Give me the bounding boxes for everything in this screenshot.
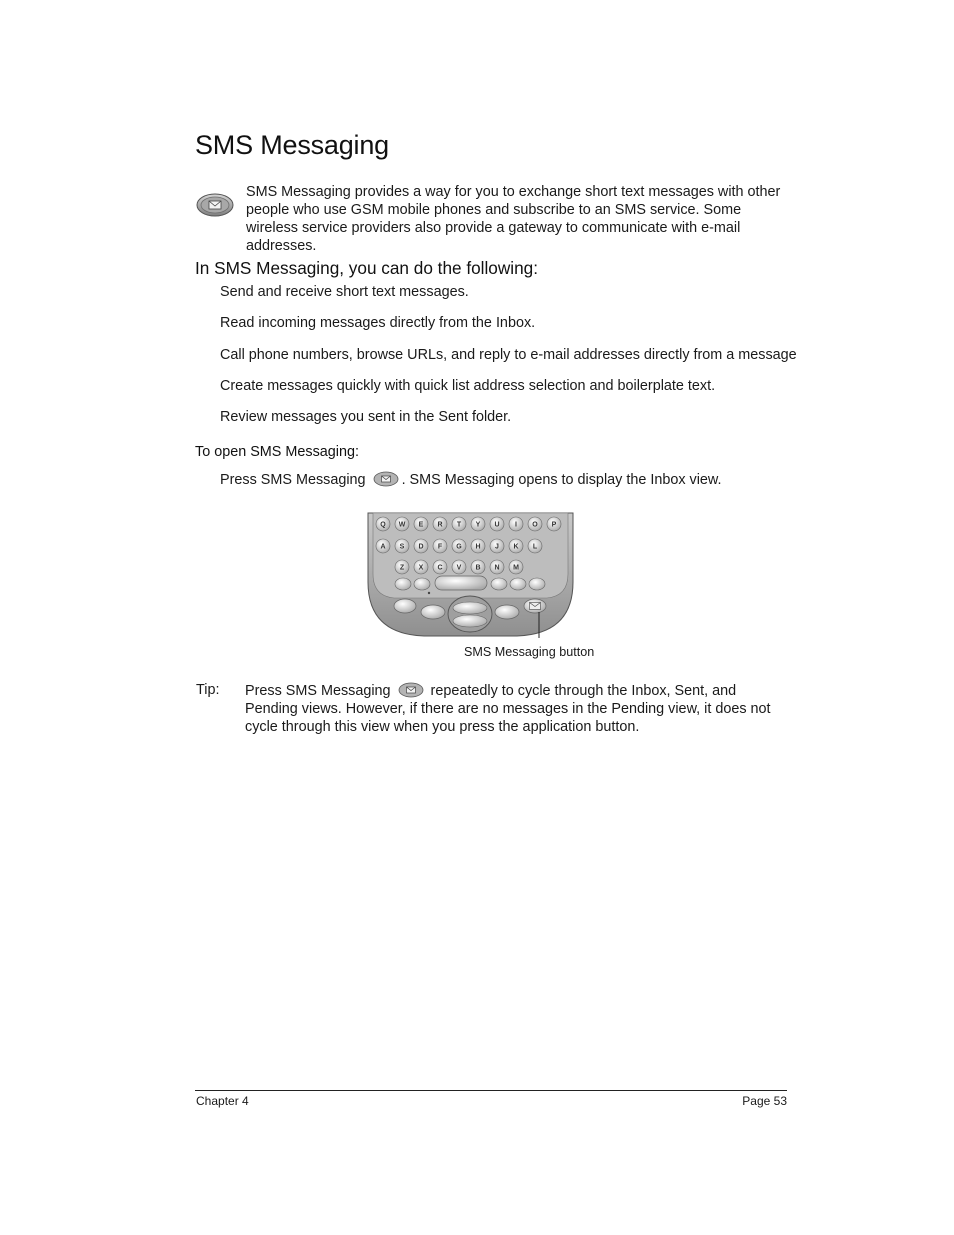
footer-rule bbox=[195, 1090, 787, 1091]
tip-text-before: Press SMS Messaging bbox=[245, 683, 395, 699]
keyboard-key-label: H bbox=[475, 543, 481, 551]
keyboard-key-label: K bbox=[513, 543, 519, 551]
keyboard-key-label: J bbox=[495, 543, 499, 551]
tip-label: Tip: bbox=[196, 682, 220, 698]
keyboard-key-label: Y bbox=[475, 521, 481, 529]
footer-chapter: Chapter 4 bbox=[196, 1094, 249, 1108]
keyboard-function-key bbox=[414, 578, 430, 590]
open-step-text-after: . SMS Messaging opens to display the Inbox view. bbox=[401, 472, 722, 488]
page-title: SMS Messaging bbox=[195, 130, 389, 160]
keyboard-key-label: L bbox=[532, 543, 538, 551]
keyboard-key-label: O bbox=[532, 521, 538, 529]
keyboard-key-label: Q bbox=[380, 521, 386, 529]
keyboard-key-label: U bbox=[494, 521, 500, 529]
keyboard-key-label: X bbox=[418, 564, 424, 572]
section-heading: In SMS Messaging, you can do the following: bbox=[195, 258, 538, 278]
sms-envelope-icon bbox=[398, 682, 424, 698]
tip-text-after: repeatedly to cycle through the Inbox, Sent, and Pending views. However, if there are no messages in the Pending view, it does not cycle through this view when you press the application button. bbox=[245, 683, 771, 735]
keyboard-key-label: B bbox=[475, 564, 481, 572]
keyboard-key-label: D bbox=[418, 543, 424, 551]
keyboard-key-label: S bbox=[399, 543, 405, 551]
keyboard-key-label: I bbox=[515, 521, 517, 529]
device-keyboard-illustration bbox=[367, 512, 574, 638]
keyboard-key-label: N bbox=[494, 564, 500, 572]
open-step bbox=[220, 471, 722, 489]
keyboard-function-key bbox=[491, 578, 507, 590]
keyboard-key-label: M bbox=[513, 564, 519, 572]
open-heading: To open SMS Messaging: bbox=[195, 444, 359, 460]
figure-callout: SMS Messaging button bbox=[464, 645, 595, 659]
sms-envelope-icon bbox=[196, 193, 234, 217]
feature-item: Read incoming messages directly from the Inbox. bbox=[220, 315, 536, 331]
keyboard-key-label: V bbox=[456, 564, 462, 572]
feature-item: Review messages you sent in the Sent folder. bbox=[220, 409, 512, 425]
open-step-text-before: Press SMS Messaging bbox=[220, 472, 370, 488]
sms-envelope-icon bbox=[373, 471, 399, 487]
feature-item: Create messages quickly with quick list address selection and boilerplate text. bbox=[220, 378, 716, 394]
keyboard-key-label: R bbox=[437, 521, 443, 529]
keyboard-key-label: E bbox=[418, 521, 424, 529]
keyboard-key-label: Z bbox=[399, 564, 405, 572]
keyboard-function-key bbox=[395, 578, 411, 590]
tip-text bbox=[245, 682, 790, 736]
keyboard-function-key bbox=[529, 578, 545, 590]
intro-paragraph: SMS Messaging provides a way for you to exchange short text messages with other people who use GSM mobile phones and subscribe to an SMS service. Some wireless service providers also provide a gateway to communicate with e-mail addresses. bbox=[246, 184, 781, 254]
keyboard-key-label: W bbox=[398, 521, 406, 529]
keyboard-key-label: C bbox=[437, 564, 443, 572]
feature-item: Call phone numbers, browse URLs, and reply to e-mail addresses directly from a message bbox=[220, 347, 797, 363]
keyboard-key-label: A bbox=[380, 543, 386, 551]
keyboard-key-label: G bbox=[456, 543, 462, 551]
keyboard-key-label: T bbox=[456, 521, 462, 529]
feature-item: Send and receive short text messages. bbox=[220, 284, 469, 300]
keyboard-key-label: P bbox=[551, 521, 557, 529]
keyboard-function-key bbox=[510, 578, 526, 590]
keyboard-key-label: F bbox=[437, 543, 443, 551]
footer-page-number: Page 53 bbox=[742, 1094, 787, 1108]
